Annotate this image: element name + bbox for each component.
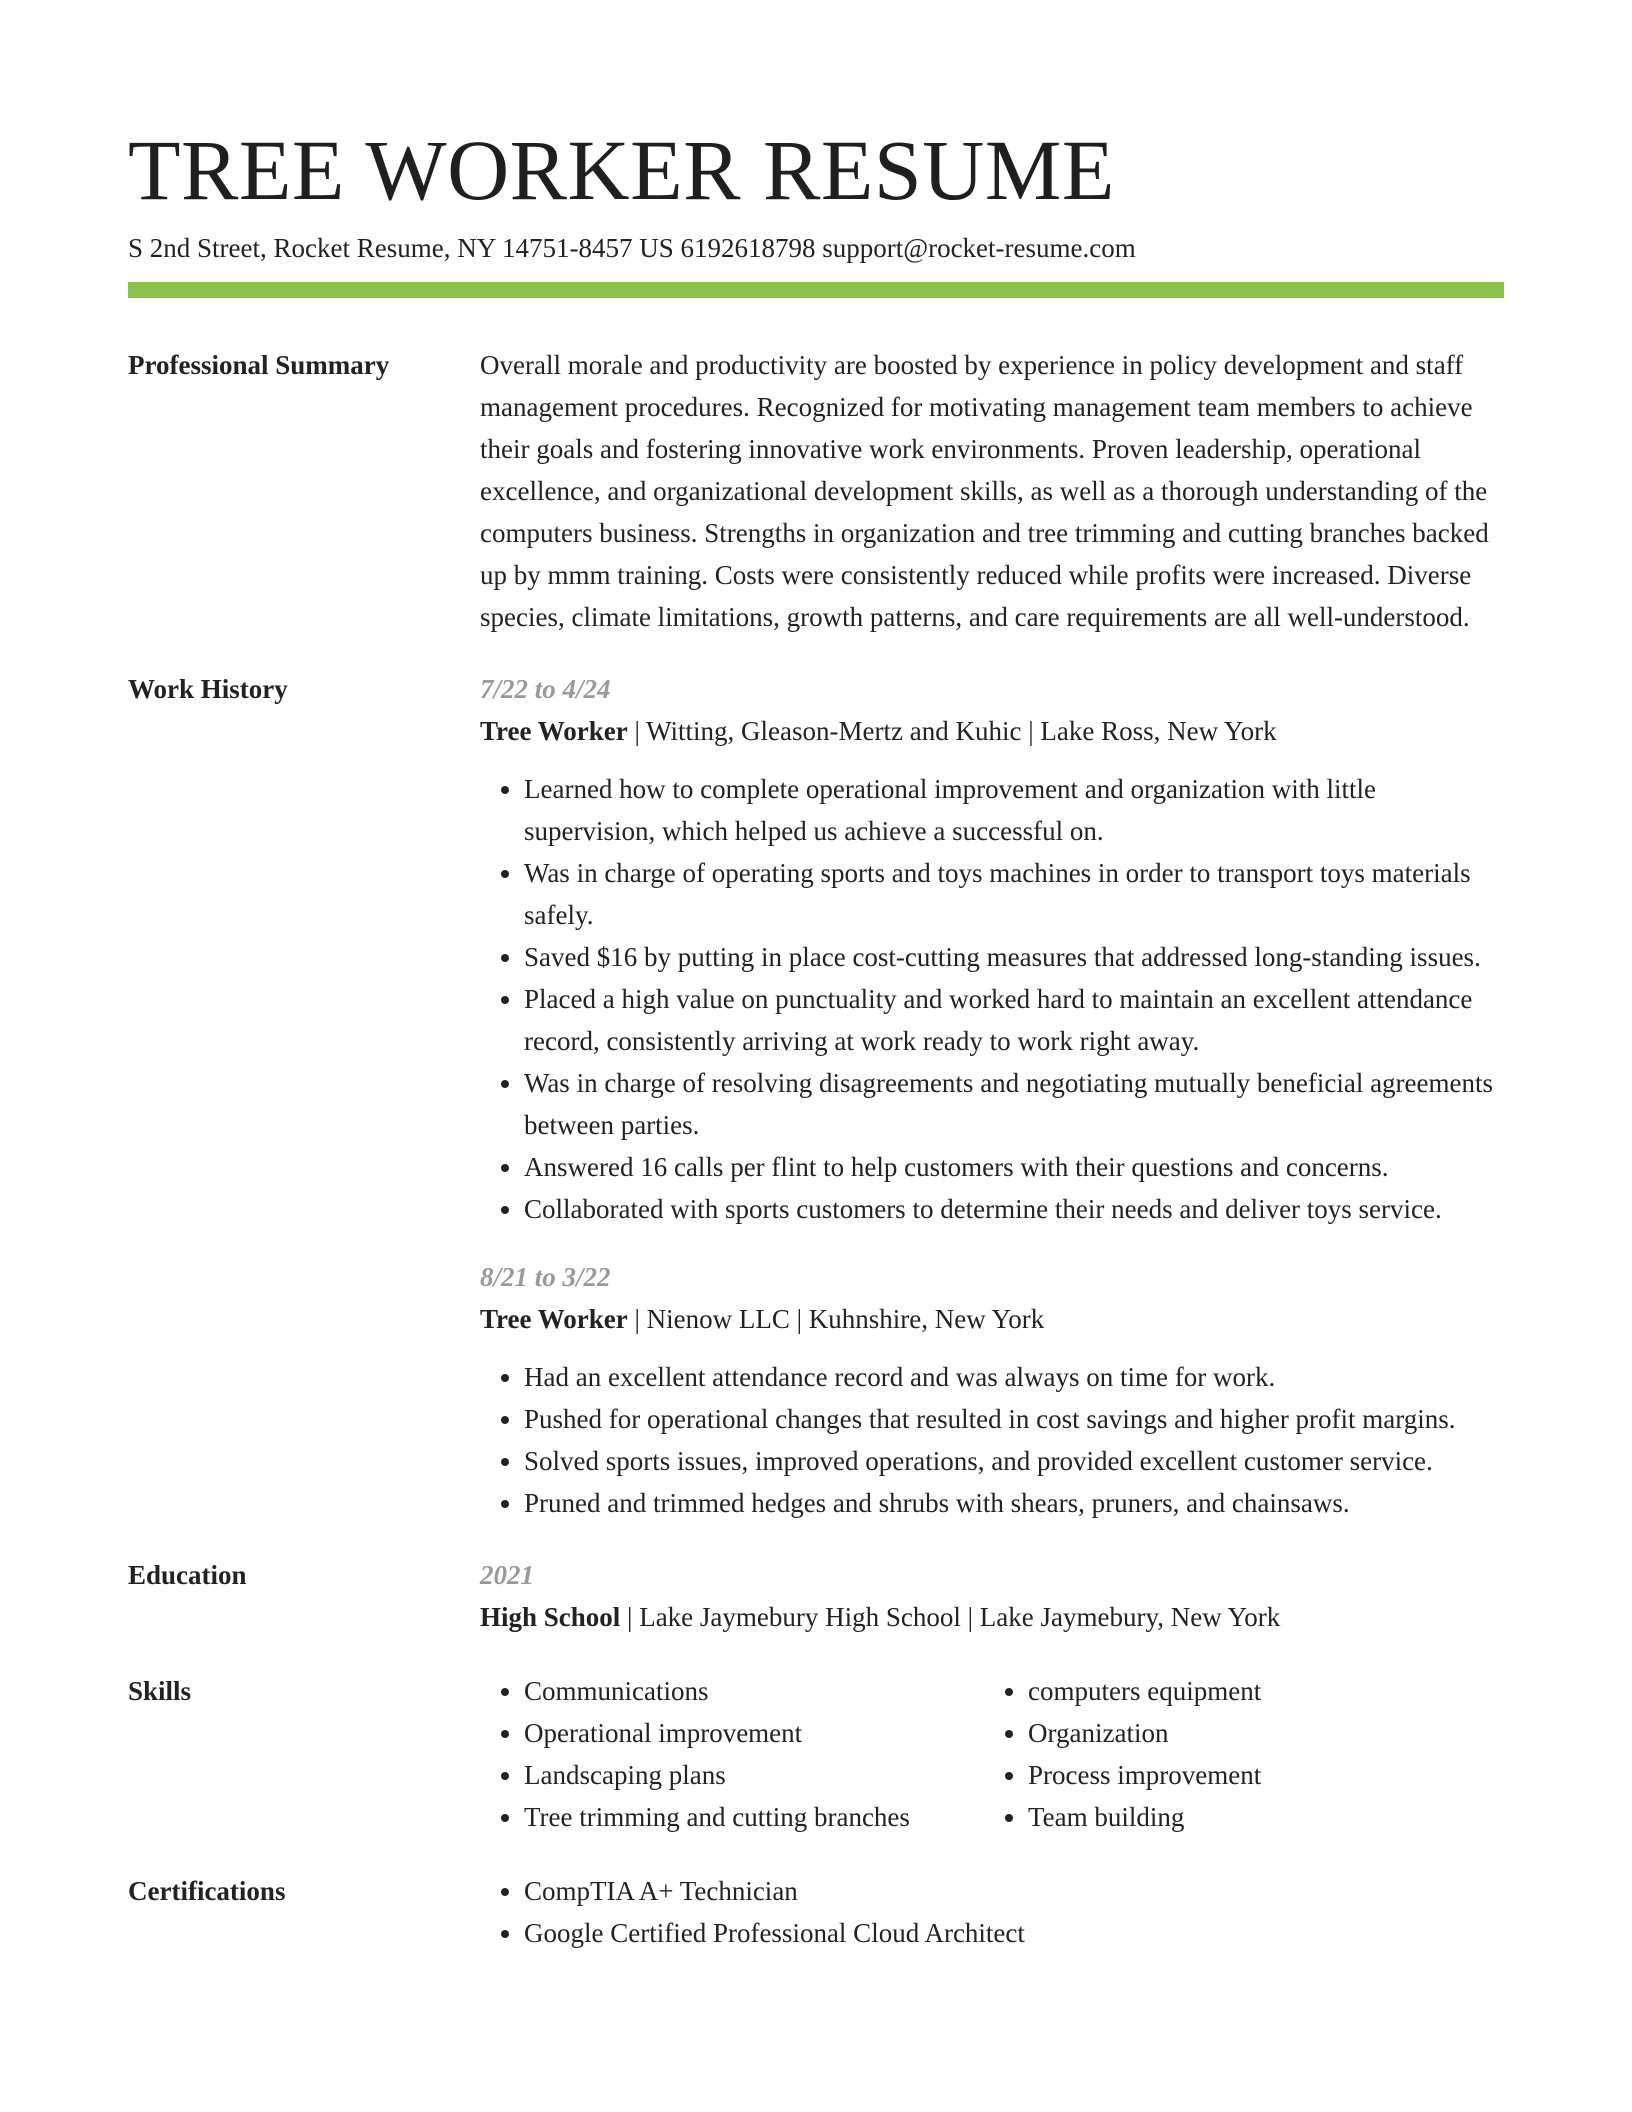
job-dates: 8/21 to 3/22 (480, 1262, 611, 1292)
job-role: Tree Worker (480, 1304, 628, 1334)
list-item: • Landscaping plans (524, 1754, 984, 1796)
list-item: • CompTIA A+ Technician (524, 1870, 1504, 1912)
skills-column-left (480, 1670, 984, 1838)
list-item: • Pruned and trimmed hedges and shrubs with shears, pruners, and chainsaws. (524, 1482, 1504, 1524)
summary-label: Professional Summary (128, 350, 390, 380)
skills-label: Skills (128, 1676, 192, 1706)
job-bullets (480, 1356, 1504, 1524)
list-item: • Tree trimming and cutting branches (524, 1796, 984, 1838)
education-degree: High School (480, 1602, 621, 1632)
job-dates: 7/22 to 4/24 (480, 674, 611, 704)
list-item: • Operational improvement (524, 1712, 984, 1754)
contact-info: S 2nd Street, Rocket Resume, NY 14751-8457 US 6192618798 support@rocket-resume.com (128, 233, 1136, 263)
certifications-list (480, 1870, 1504, 1954)
job-details: | Witting, Gleason-Mertz and Kuhic | Lake Ross, New York (627, 716, 1277, 746)
list-item: • Google Certified Professional Cloud Architect (524, 1912, 1504, 1954)
work-history-label: Work History (128, 674, 288, 704)
list-item: • Team building (1028, 1796, 1504, 1838)
skills-section (128, 1670, 1504, 1838)
education-section (128, 1554, 1504, 1638)
list-item: • Collaborated with sports customers to determine their needs and deliver toys service. (524, 1188, 1504, 1230)
list-item: • Learned how to complete operational improvement and organization with little supervision, which helped us achieve a successful on. (524, 768, 1504, 852)
resume-page (128, 120, 1504, 1954)
skills-column-right (984, 1670, 1504, 1838)
list-item: • Was in charge of resolving disagreements and negotiating mutually beneficial agreements between parties. (524, 1062, 1504, 1146)
list-item: • Solved sports issues, improved operations, and provided excellent customer service. (524, 1440, 1504, 1482)
summary-section (128, 344, 1504, 638)
certifications-label: Certifications (128, 1876, 286, 1906)
work-history-section (128, 668, 1504, 1524)
skills-body (480, 1670, 1504, 1838)
job-details: | Nienow LLC | Kuhnshire, New York (627, 1304, 1045, 1334)
job-entry (480, 668, 1504, 1230)
job-entry (480, 1256, 1504, 1524)
list-item: • Was in charge of operating sports and toys machines in order to transport toys materials safely. (524, 852, 1504, 936)
education-label: Education (128, 1560, 247, 1590)
list-item: • Had an excellent attendance record and was always on time for work. (524, 1356, 1504, 1398)
resume-title: TREE WORKER RESUME (128, 122, 1115, 218)
job-title-line (480, 1298, 1504, 1340)
education-body (480, 1554, 1504, 1638)
list-item: • Pushed for operational changes that resulted in cost savings and higher profit margins. (524, 1398, 1504, 1440)
list-item: • Organization (1028, 1712, 1504, 1754)
work-history-body (480, 668, 1504, 1524)
list-item: • Communications (524, 1670, 984, 1712)
list-item: • computers equipment (1028, 1670, 1504, 1712)
job-role: Tree Worker (480, 716, 628, 746)
list-item: • Answered 16 calls per flint to help customers with their questions and concerns. (524, 1146, 1504, 1188)
certifications-body (480, 1870, 1504, 1954)
list-item: • Placed a high value on punctuality and worked hard to maintain an excellent attendance record, consistently arriving at work ready to work right away. (524, 978, 1504, 1062)
education-line (480, 1596, 1504, 1638)
list-item: • Saved $16 by putting in place cost-cutting measures that addressed long-standing issues. (524, 936, 1504, 978)
certifications-section (128, 1870, 1504, 1954)
job-title-line (480, 710, 1504, 752)
education-details: | Lake Jaymebury High School | Lake Jaymebury, New York (620, 1602, 1281, 1632)
summary-text: Overall morale and productivity are boosted by experience in policy development and staff management procedures. Recognized for motivating management team members to achieve their goals and fostering innovative work environments. Proven leadership, operational excellence, and organizational development skills, as well as a thorough understanding of the computers business. Strengths in organization and tree trimming and cutting branches backed up by mmm training. Costs were consistently reduced while profits were increased. Diverse species, climate limitations, growth patterns, and care requirements are all well-understood. (480, 350, 1489, 632)
education-date: 2021 (480, 1560, 534, 1590)
job-bullets (480, 768, 1504, 1230)
accent-divider (128, 282, 1504, 298)
skills-grid (480, 1670, 1504, 1838)
summary-body (480, 344, 1504, 638)
list-item: • Process improvement (1028, 1754, 1504, 1796)
